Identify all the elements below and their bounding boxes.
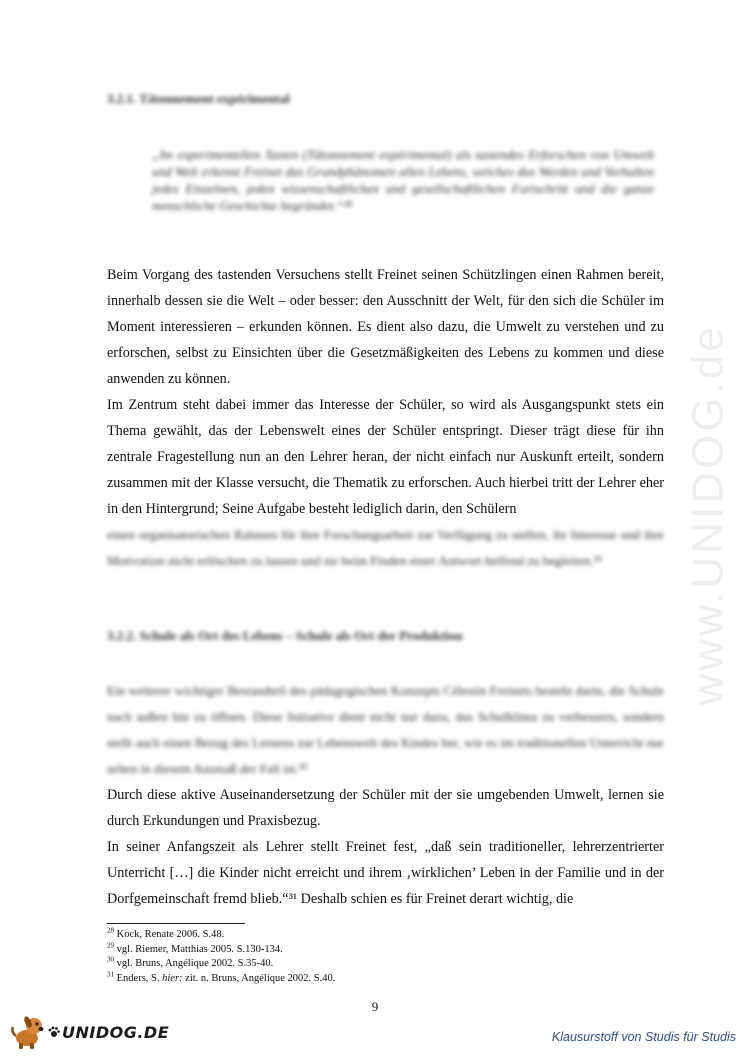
paw-icon <box>48 1026 60 1038</box>
footnote-separator <box>107 923 245 924</box>
footnote-number: 29 <box>107 941 114 949</box>
footnote-text: vgl. Riemer, Matthias 2005. S.130-134. <box>114 943 283 955</box>
paragraph-1: Beim Vorgang des tastenden Versuchens stellt Freinet seinen Schützlingen einen Rahmen bereit, innerhalb dessen sie die Welt – oder besser: den Ausschnitt der Welt, für den sich die Schüler im Moment interessieren – erkunden können. Es dient also dazu, die Umwelt zu verstehen und zu erforschen, selbst zu Einsichten über die Gesetzmäßigkeiten des Lebens zu kommen und diese anwenden zu können. <box>107 267 664 387</box>
watermark <box>684 280 734 750</box>
watermark-text: www.UNIDOG.de <box>684 324 734 706</box>
footnote-text: vgl. Bruns, Angélique 2002. S.35-40. <box>114 958 274 969</box>
block-quote: „Im experimentellen Tasten (Tâtonnement expérimental) als tastendes Erforschen von Umwelt und Welt erkennt Freinet das Grundphänomen allen Lebens, welches das Werden und Verhalten jedes Einzelnen, jeden wissenschaftlichen und gesellschaftlichen Fortschritt und die ganze menschliche Geschichte begründet.“²⁸ <box>152 147 654 213</box>
section-heading-3-2-1: 3.2.1. Tâtonnement expérimental <box>107 91 290 106</box>
unidog-logo <box>10 1014 169 1050</box>
paragraph-2: Im Zentrum steht dabei immer das Interesse der Schüler, so wird als Ausgangspunkt stets ein Thema gewählt, das der Lebenswelt eines der Schüler entspringt. Dieser trägt diese für ihn zentrale Fragestellung nun an den Lehrer heran, der nicht einfach nur Auskunft erteilt, sondern zusammen mit der Klasse versucht, die Thematik zu erforschen. Auch hierbei tritt der Lehrer eher in den Hintergrund; Seine Aufgabe besteht lediglich darin, den Schülern <box>107 397 664 517</box>
paragraph-3: Ein weiterer wichtiger Bestandteil des pädagogischen Konzepts Célestin Freinets besteht darin, die Schule nach außen hin zu öffnen. Diese Initiative dient nicht nur dazu, das Schulklima zu verbessern, sondern stellt auch einen Bezug des Lernens zur Lebenswelt des Kindes her, wie es im traditionellen Unterricht nur selten in diesem Ausmaß der Fall ist.³⁰ <box>107 683 664 776</box>
footnote-number: 30 <box>107 955 114 964</box>
footnote-29 <box>107 943 335 958</box>
section-heading-3-2-2: 3.2.2. Schule als Ort des Lebens – Schule als Ort der Produktion <box>107 628 463 643</box>
paragraph-2-continuation: einen organisatorischen Rahmen für ihre Forschungsarbeit zur Verfügung zu stellen, ihr Interesse und ihre Motivation nicht erlöschen zu lassen und sie beim Finden einer Antwort helfend zu begleiten.²⁹ <box>107 527 664 568</box>
footnote-number: 31 <box>107 970 114 978</box>
footnote-31 <box>107 972 335 987</box>
footer-tagline: Klausurstoff von Studis für Studis <box>551 1030 736 1044</box>
paragraph-5: In seiner Anfangszeit als Lehrer stellt Freinet fest, „daß sein traditioneller, lehrerzentrierter Unterricht […] die Kinder nicht erreicht und ihrem ‚wirklichen’ Leben in der Familie und in der Dorfgemeinschaft fremd blieb.“³¹ Deshalb schien es für Freinet derart wichtig, die <box>107 839 664 907</box>
footnote-text-cont: zit. n. Bruns, Angélique 2002. S.40. <box>182 972 336 984</box>
footnote-30 <box>107 957 335 972</box>
logo-text: UNIDOG.DE <box>62 1022 170 1042</box>
footnote-28 <box>107 928 335 943</box>
footnote-emphasis: hier: <box>162 972 183 984</box>
footnote-number: 28 <box>107 926 114 935</box>
footnote-text: Kock, Renate 2006. S.48. <box>114 929 225 940</box>
page-number: 9 <box>371 999 379 1014</box>
paragraph-4: Durch diese aktive Auseinandersetzung der Schüler mit der sie umgebenden Umwelt, lernen sie durch Erkundungen und Praxisbezug. <box>107 787 664 829</box>
dog-mascot-icon <box>10 1014 48 1050</box>
footnote-text: Enders, S. <box>114 972 163 984</box>
footnotes <box>107 928 335 986</box>
